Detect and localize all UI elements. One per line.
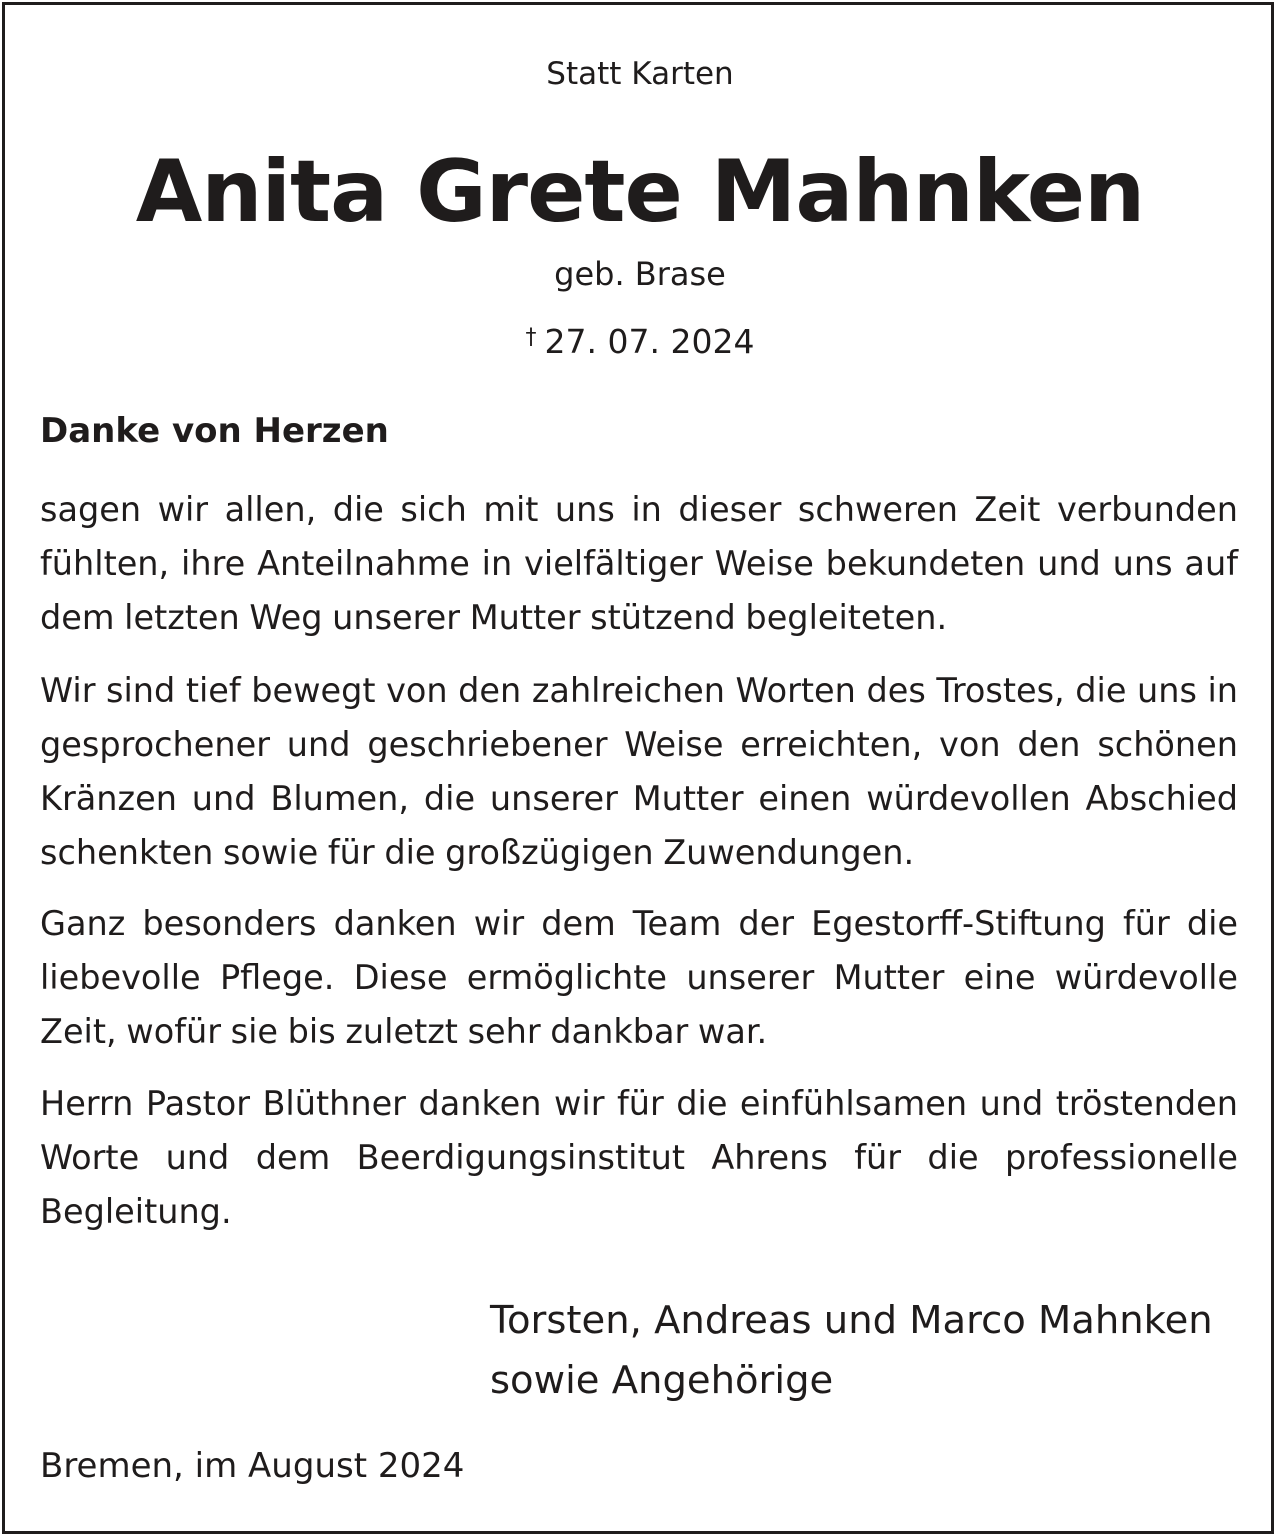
signature-block <box>490 1291 1213 1411</box>
notice-intro: Statt Karten <box>546 56 734 92</box>
thanks-paragraph-4: Herrn Pastor Blüthner danken wir für die einfühlsamen und tröstenden Worte und dem Beerdigungsinstitut Ahrens für die professionelle Begleitung. <box>40 1084 1238 1231</box>
signature-relatives: sowie Angehörige <box>490 1358 834 1403</box>
thanks-paragraph-3: Ganz besonders danken wir dem Team der Egestorff-Stiftung für die liebevolle Pflege. Diese ermöglichte unserer Mutter eine würdevolle Zeit, wofür sie bis zuletzt sehr dankbar war. <box>40 904 1238 1051</box>
death-date: 27. 07. 2024 <box>544 322 755 361</box>
deceased-name: Anita Grete Mahnken <box>135 142 1145 242</box>
place-date: Bremen, im August 2024 <box>40 1446 465 1486</box>
thanks-paragraph-1: sagen wir allen, die sich mit uns in dieser schweren Zeit verbunden fühlten, ihre Anteilnahme in vielfältiger Weise bekundeten und uns auf dem letzten Weg unserer Mutter stützend begleiteten. <box>40 490 1238 637</box>
death-date-line <box>0 322 1280 361</box>
signature-names: Torsten, Andreas und Marco Mahnken <box>490 1298 1213 1343</box>
maiden-name: geb. Brase <box>554 255 726 293</box>
thanks-paragraph-2: Wir sind tief bewegt von den zahlreichen Worten des Trostes, die uns in gesprochener und geschriebener Weise erreichten, von den schönen Kränzen und Blumen, die unserer Mutter einen würdevollen Abschied schenkten sowie für die großzügigen Zuwendungen. <box>40 671 1238 872</box>
cross-icon: † <box>525 325 537 350</box>
thanks-heading: Danke von Herzen <box>40 411 389 451</box>
